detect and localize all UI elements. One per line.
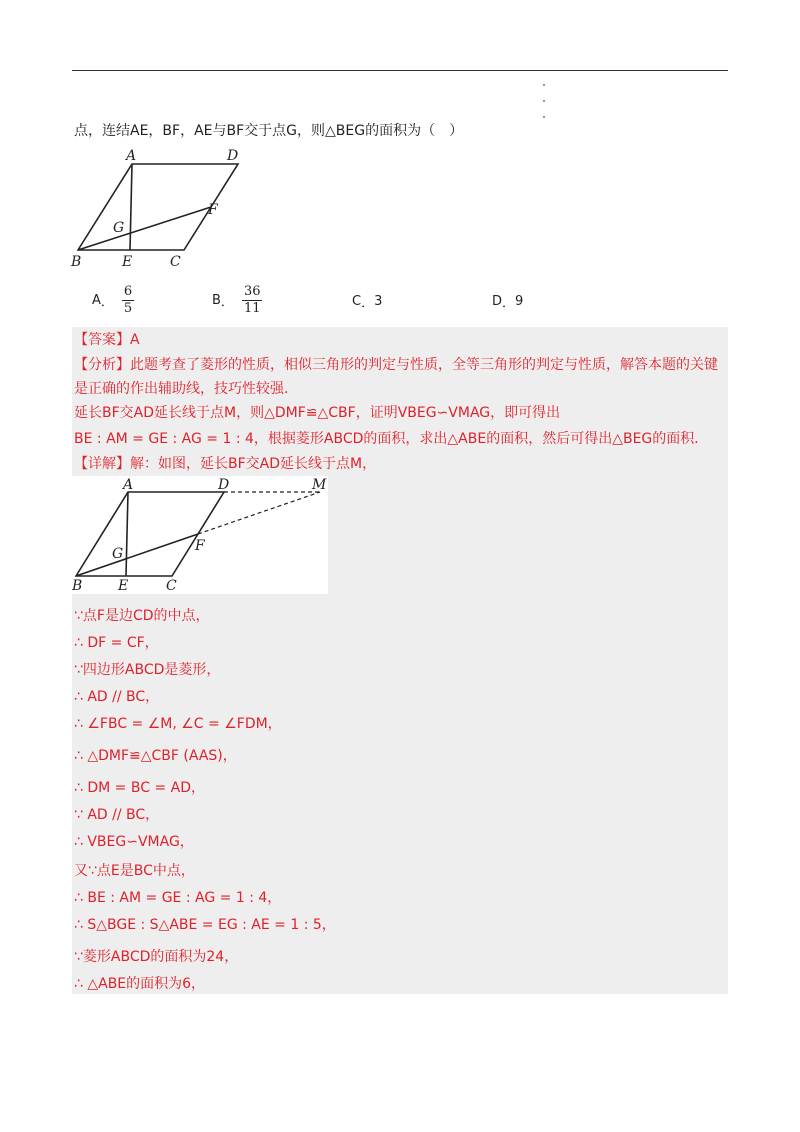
step-5: ∴ ∠FBC = ∠M, ∠C = ∠FDM， <box>74 716 282 732</box>
detail-figure <box>72 476 328 594</box>
fig1-label-f: F <box>208 202 218 218</box>
fig2-label-e: E <box>118 578 129 594</box>
answer-tag: 【答案】 <box>74 332 130 348</box>
header-rule <box>72 70 728 71</box>
option-a[interactable]: A ． $\frac{6}{5}$ <box>92 284 133 316</box>
step-12: ∴ S△BGE : S△ABE = EG : AE = 1 : 5， <box>74 917 336 933</box>
option-a-letter: A <box>92 293 101 308</box>
option-d-letter: D <box>492 294 503 309</box>
step-14: ∴ △ABE的面积为6， <box>74 976 206 992</box>
step-7: ∴ DM = BC = AD， <box>74 780 205 796</box>
analysis-line-3: 延长BF交AD延长线于点M，则△DMF≌△CBF，证明VBEG∽VMAG，即可得出 <box>74 405 561 421</box>
fig1-label-b: B <box>71 254 82 270</box>
option-a-fraction: $\frac{6}{5}$ <box>123 284 133 316</box>
fig1-label-a: A <box>126 148 137 164</box>
analysis-line-2: 是正确的作出辅助线，技巧性较强． <box>74 381 298 397</box>
answer-value: A <box>130 332 140 348</box>
step-3: ∵四边形ABCD是菱形， <box>74 662 221 678</box>
fig2-label-g: G <box>112 546 124 562</box>
option-c-letter: C <box>352 294 362 309</box>
option-c[interactable]: C ． 3 <box>352 294 383 311</box>
fig2-label-m: M <box>312 477 327 493</box>
analysis-line-1: 【分析】此题考查了菱形的性质，相似三角形的判定与性质，全等三角形的判定与性质，解答本题的关键 <box>74 357 718 373</box>
step-11: ∴ BE : AM = GE : AG = 1 : 4， <box>74 890 282 906</box>
step-2: ∴ DF = CF， <box>74 635 159 651</box>
fig2-label-b: B <box>72 578 83 594</box>
analysis-line-4: BE : AM = GE : AG = 1 : 4，根据菱形ABCD的面积，求出△ABE的面积，然后可得出△BEG的面积． <box>74 431 709 447</box>
option-d[interactable]: D ． 9 <box>492 294 524 311</box>
fig2-label-c: C <box>166 578 177 594</box>
fig1-label-g: G <box>113 220 125 236</box>
option-b-fraction: $\frac{36}{11}$ <box>243 284 261 316</box>
option-c-value: 3 <box>374 294 383 309</box>
fig1-label-d: D <box>227 148 239 164</box>
fig2-label-a: A <box>123 477 134 493</box>
step-13: ∵菱形ABCD的面积为24， <box>74 949 239 965</box>
fig2-label-d: D <box>218 477 230 493</box>
detail-tag: 【详解】 <box>74 456 130 472</box>
question-text: 点，连结AE，BF，AE与BF交于点G，则△BEG的面积为（ ） <box>74 123 464 139</box>
detail-intro: 解：如图，延长BF交AD延长线于点M， <box>130 456 377 472</box>
step-9: ∴ VBEG∽VMAG， <box>74 834 194 850</box>
answer-line <box>74 329 140 349</box>
step-4: ∴ AD // BC， <box>74 689 160 705</box>
step-8: ∵ AD // BC， <box>74 807 160 823</box>
fig1-label-c: C <box>170 254 181 270</box>
option-b[interactable]: B ． $\frac{36}{11}$ <box>212 284 261 316</box>
analysis-tag: 【分析】 <box>74 357 130 373</box>
detail-line <box>74 453 376 473</box>
step-6: ∴ △DMF≌△CBF (AAS)， <box>74 748 237 764</box>
margin-dots <box>543 84 547 132</box>
question-figure <box>70 146 260 270</box>
step-10: 又∵点E是BC中点， <box>74 863 195 879</box>
fig2-label-f: F <box>195 538 205 554</box>
option-b-letter: B <box>212 293 221 308</box>
option-d-value: 9 <box>515 294 524 309</box>
step-1: ∵点F是边CD的中点， <box>74 608 210 624</box>
fig1-label-e: E <box>122 254 133 270</box>
